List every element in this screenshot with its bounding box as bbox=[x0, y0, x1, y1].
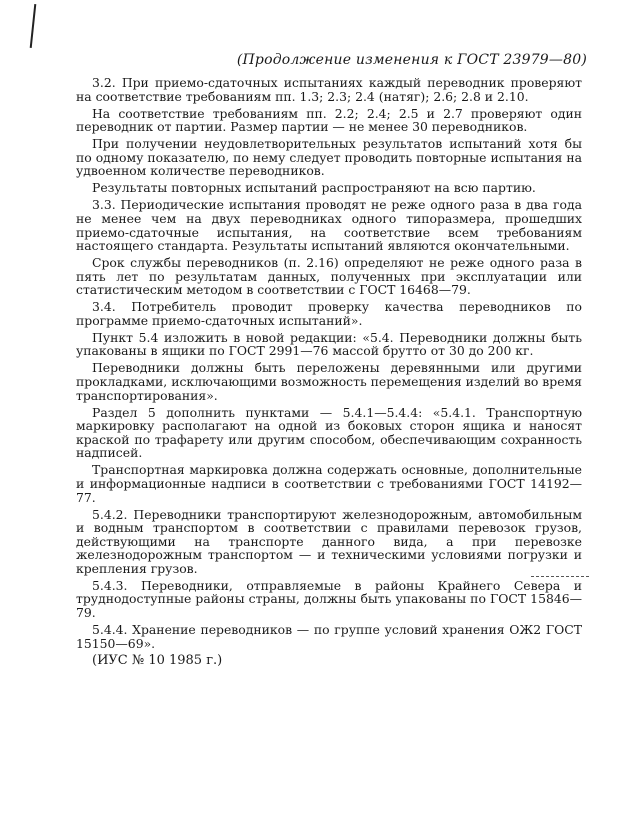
paragraph-service-life: Срок службы переводников (п. 2.16) определяют не реже одного раза в пять лет по результатам данных, полученных при эксплуатации или статистическим методом в соответствии с ГОСТ 16468—79. bbox=[76, 255, 582, 298]
paragraph-5-4-3: 5.4.3. Переводники, отправляемые в районы Крайнего Севера и труднодоступные районы страны, должны быть упакованы по ГОСТ 15846—79. bbox=[76, 577, 582, 621]
paragraph-3-3: 3.3. Периодические испытания проводят не реже одного раза в два года не менее чем на двух переводниках одного типоразмера, прошедших приемо-сдаточные испытания, на соответствие всем требованиям настоящего стандарта. Результаты испытаний являются окончательными. bbox=[76, 197, 582, 254]
paragraph-3-4: 3.4. Потребитель проводит проверку качества переводников по программе приемо-сдаточных испытаний». bbox=[76, 299, 582, 328]
paragraph-conformity-check: На соответствие требованиям пп. 2.2; 2.4; 2.5 и 2.7 проверяют один переводник от партии. Размер партии — не менее 30 переводников. bbox=[76, 105, 582, 135]
paragraph-marking: Транспортная маркировка должна содержать основные, дополнительные и информационные надписи в соответствии с требованиями ГОСТ 14192—77. bbox=[76, 462, 582, 505]
page-header: (Продолжение изменения к ГОСТ 23979—80) bbox=[236, 52, 587, 68]
document-body bbox=[76, 76, 582, 671]
paragraph-3-2: 3.2. При приемо-сдаточных испытаниях каждый переводник проверяют на соответствие требованиям пп. 1.3; 2.3; 2.4 (натяг); 2.6; 2.8 и 2.10. bbox=[76, 75, 582, 104]
scan-artifact-mark bbox=[30, 4, 37, 48]
publication-reference: (ИУС № 10 1985 г.) bbox=[92, 652, 223, 668]
paragraph-packing: Переводники должны быть переложены деревянными или другими прокладками, исключающими возможность перемещения изделий во время транспортирования». bbox=[76, 360, 582, 403]
paragraph-repeat-tests: При получении неудовлетворительных результатов испытаний хотя бы по одному показателю, по нему следует проводить повторные испытания на удвоенном количестве переводников. bbox=[76, 136, 582, 179]
separator-line bbox=[531, 576, 589, 577]
paragraph-5-4: Пункт 5.4 изложить в новой редакции: «5.4. Переводники должны быть упакованы в ящики по ГОСТ 2991—76 массой брутто от 30 до 200 кг. bbox=[76, 329, 582, 359]
paragraph-5-4-1: Раздел 5 дополнить пунктами — 5.4.1—5.4.4: «5.4.1. Транспортную маркировку располагают на одной из боковых сторон ящика и наносят краской по трафарету или другим способом, обеспечивающим сохранность надписей. bbox=[76, 404, 582, 461]
paragraph-repeat-results: Результаты повторных испытаний распространяют на всю партию. bbox=[92, 180, 536, 196]
paragraph-5-4-4: 5.4.4. Хранение переводников — по группе условий хранения ОЖ2 ГОСТ 15150—69». bbox=[76, 622, 582, 651]
paragraph-5-4-2: 5.4.2. Переводники транспортируют железнодорожным, автомобильным и водным транспортом в соответствии с правилами перевозок грузов, действующими на транспорте данного вида, а при перевозке железнодорожным транспортом — и техническими условиями погрузки и крепления грузов. bbox=[76, 506, 582, 576]
